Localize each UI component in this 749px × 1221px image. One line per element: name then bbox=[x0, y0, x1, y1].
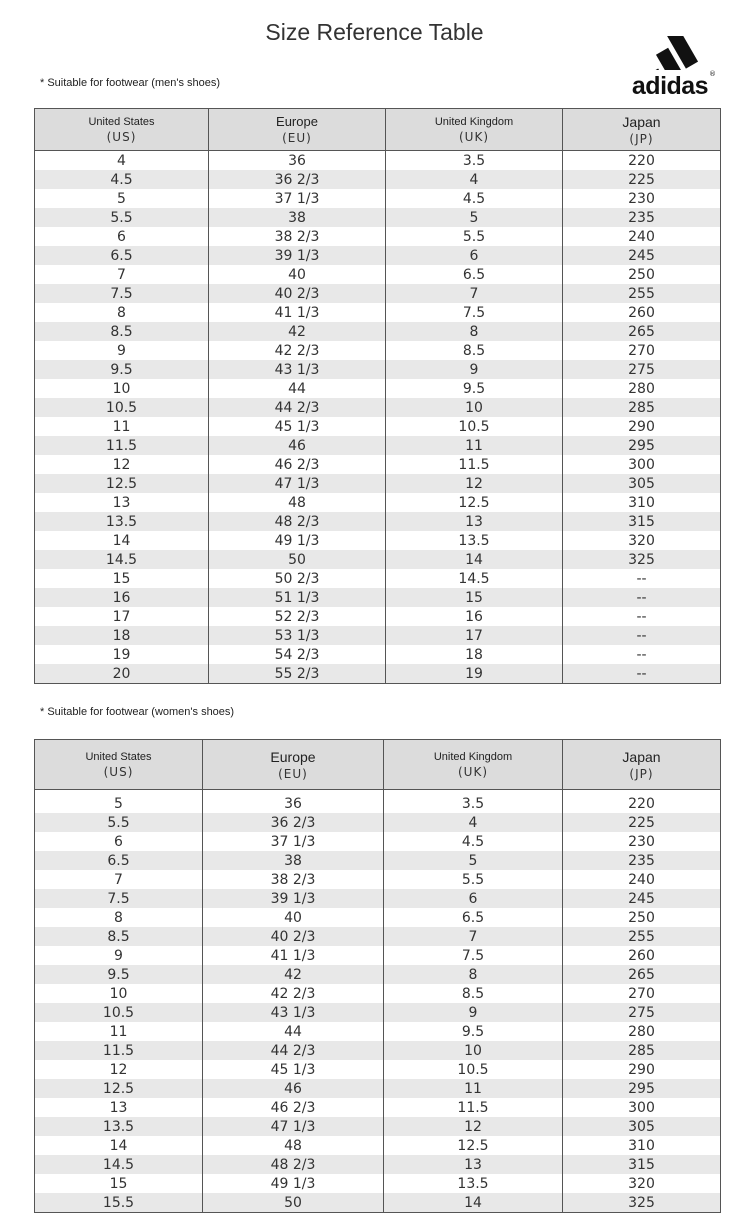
cell-jp: 300 bbox=[563, 455, 721, 474]
cell-uk: 14.5 bbox=[386, 569, 563, 588]
table-row bbox=[35, 360, 721, 379]
cell-us: 6.5 bbox=[35, 851, 203, 870]
table-row bbox=[35, 984, 721, 1003]
cell-jp: 265 bbox=[563, 322, 721, 341]
column-name: Europe bbox=[270, 748, 316, 765]
column-code: (EU) bbox=[282, 131, 312, 145]
cell-jp: 250 bbox=[563, 908, 721, 927]
cell-eu: 38 bbox=[203, 851, 384, 870]
cell-us: 10.5 bbox=[35, 398, 209, 417]
cell-jp: 290 bbox=[563, 417, 721, 436]
cell-eu: 50 bbox=[209, 550, 386, 569]
cell-uk: 14 bbox=[384, 1193, 563, 1213]
adidas-logo bbox=[622, 36, 718, 100]
column-code: (US) bbox=[103, 764, 134, 779]
cell-jp: 260 bbox=[563, 303, 721, 322]
cell-jp: -- bbox=[563, 626, 721, 645]
cell-eu: 48 2/3 bbox=[209, 512, 386, 531]
cell-us: 12 bbox=[35, 1060, 203, 1079]
table-row bbox=[35, 1174, 721, 1193]
cell-jp: 260 bbox=[563, 946, 721, 965]
cell-uk: 4 bbox=[386, 170, 563, 189]
cell-jp: 250 bbox=[563, 265, 721, 284]
cell-us: 10 bbox=[35, 379, 209, 398]
cell-us: 14.5 bbox=[35, 550, 209, 569]
men-size-table bbox=[34, 108, 721, 684]
cell-us: 5.5 bbox=[35, 208, 209, 227]
table-row bbox=[35, 1098, 721, 1117]
cell-jp: 265 bbox=[563, 965, 721, 984]
cell-eu: 40 2/3 bbox=[203, 927, 384, 946]
table-row bbox=[35, 303, 721, 322]
cell-jp: -- bbox=[563, 645, 721, 664]
table-row bbox=[35, 1022, 721, 1041]
cell-uk: 6.5 bbox=[384, 908, 563, 927]
cell-eu: 50 2/3 bbox=[209, 569, 386, 588]
table-row bbox=[35, 645, 721, 664]
table-row bbox=[35, 1136, 721, 1155]
cell-eu: 43 1/3 bbox=[203, 1003, 384, 1022]
table-row bbox=[35, 550, 721, 569]
cell-eu: 36 2/3 bbox=[203, 813, 384, 832]
cell-uk: 5 bbox=[386, 208, 563, 227]
cell-eu: 45 1/3 bbox=[209, 417, 386, 436]
cell-jp: 270 bbox=[563, 341, 721, 360]
table-row bbox=[35, 322, 721, 341]
table-row bbox=[35, 455, 721, 474]
cell-eu: 46 2/3 bbox=[209, 455, 386, 474]
cell-eu: 46 bbox=[203, 1079, 384, 1098]
table-row bbox=[35, 1003, 721, 1022]
cell-uk: 5.5 bbox=[386, 227, 563, 246]
cell-eu: 37 1/3 bbox=[209, 189, 386, 208]
table-row bbox=[35, 265, 721, 284]
cell-us: 11.5 bbox=[35, 436, 209, 455]
cell-uk: 9.5 bbox=[386, 379, 563, 398]
cell-uk: 12.5 bbox=[386, 493, 563, 512]
cell-eu: 49 1/3 bbox=[209, 531, 386, 550]
cell-eu: 40 bbox=[203, 908, 384, 927]
cell-jp: 270 bbox=[563, 984, 721, 1003]
cell-uk: 6 bbox=[384, 889, 563, 908]
column-header-uk bbox=[384, 740, 563, 790]
cell-us: 4 bbox=[35, 151, 209, 171]
table-row bbox=[35, 474, 721, 493]
table-row bbox=[35, 927, 721, 946]
cell-uk: 12 bbox=[384, 1117, 563, 1136]
cell-us: 19 bbox=[35, 645, 209, 664]
table-row bbox=[35, 832, 721, 851]
cell-us: 7 bbox=[35, 870, 203, 889]
cell-us: 12.5 bbox=[35, 1079, 203, 1098]
cell-eu: 39 1/3 bbox=[203, 889, 384, 908]
cell-us: 20 bbox=[35, 664, 209, 684]
cell-eu: 42 bbox=[203, 965, 384, 984]
cell-uk: 6 bbox=[386, 246, 563, 265]
page-title: Size Reference Table bbox=[265, 19, 484, 45]
cell-eu: 46 bbox=[209, 436, 386, 455]
cell-eu: 38 2/3 bbox=[209, 227, 386, 246]
cell-us: 8 bbox=[35, 303, 209, 322]
cell-us: 7.5 bbox=[35, 284, 209, 303]
cell-uk: 9 bbox=[384, 1003, 563, 1022]
cell-jp: 255 bbox=[563, 927, 721, 946]
table-row bbox=[35, 1155, 721, 1174]
cell-eu: 55 2/3 bbox=[209, 664, 386, 684]
table-row bbox=[35, 626, 721, 645]
cell-us: 13.5 bbox=[35, 512, 209, 531]
cell-uk: 10.5 bbox=[386, 417, 563, 436]
column-code: (JP) bbox=[629, 131, 654, 146]
cell-jp: 305 bbox=[563, 1117, 721, 1136]
column-code: (EU) bbox=[278, 766, 308, 781]
cell-us: 17 bbox=[35, 607, 209, 626]
cell-us: 9 bbox=[35, 341, 209, 360]
cell-us: 15.5 bbox=[35, 1193, 203, 1213]
table-row bbox=[35, 398, 721, 417]
cell-eu: 39 1/3 bbox=[209, 246, 386, 265]
column-name: United Kingdom bbox=[433, 750, 513, 763]
cell-us: 13 bbox=[35, 493, 209, 512]
cell-us: 12 bbox=[35, 455, 209, 474]
cell-uk: 9.5 bbox=[384, 1022, 563, 1041]
column-header-uk bbox=[386, 109, 563, 151]
cell-us: 18 bbox=[35, 626, 209, 645]
cell-us: 6 bbox=[35, 832, 203, 851]
cell-us: 4.5 bbox=[35, 170, 209, 189]
cell-us: 10.5 bbox=[35, 1003, 203, 1022]
header-row bbox=[35, 740, 721, 790]
column-header-jp bbox=[563, 109, 721, 151]
cell-eu: 52 2/3 bbox=[209, 607, 386, 626]
table-row bbox=[35, 284, 721, 303]
cell-jp: 315 bbox=[563, 1155, 721, 1174]
cell-us: 15 bbox=[35, 569, 209, 588]
cell-eu: 48 2/3 bbox=[203, 1155, 384, 1174]
cell-eu: 44 2/3 bbox=[203, 1041, 384, 1060]
table-row bbox=[35, 908, 721, 927]
cell-jp: 245 bbox=[563, 246, 721, 265]
cell-us: 5 bbox=[35, 189, 209, 208]
column-name: Europe bbox=[276, 114, 318, 129]
men-note: * Suitable for footwear (men's shoes) bbox=[40, 77, 221, 89]
cell-uk: 13.5 bbox=[386, 531, 563, 550]
column-name: United States bbox=[85, 750, 152, 763]
cell-us: 8.5 bbox=[35, 927, 203, 946]
cell-jp: 280 bbox=[563, 1022, 721, 1041]
cell-us: 5.5 bbox=[35, 813, 203, 832]
cell-uk: 7 bbox=[384, 927, 563, 946]
cell-uk: 12 bbox=[386, 474, 563, 493]
table-row bbox=[35, 246, 721, 265]
cell-uk: 3.5 bbox=[384, 790, 563, 814]
cell-uk: 4 bbox=[384, 813, 563, 832]
table-row bbox=[35, 208, 721, 227]
cell-jp: 280 bbox=[563, 379, 721, 398]
cell-jp: 235 bbox=[563, 851, 721, 870]
cell-us: 11 bbox=[35, 1022, 203, 1041]
table-row bbox=[35, 588, 721, 607]
cell-jp: 225 bbox=[563, 813, 721, 832]
cell-uk: 14 bbox=[386, 550, 563, 569]
cell-jp: -- bbox=[563, 607, 721, 626]
cell-jp: 235 bbox=[563, 208, 721, 227]
cell-uk: 12.5 bbox=[384, 1136, 563, 1155]
table-row bbox=[35, 851, 721, 870]
table-row bbox=[35, 436, 721, 455]
cell-uk: 19 bbox=[386, 664, 563, 684]
table-row bbox=[35, 870, 721, 889]
cell-jp: 300 bbox=[563, 1098, 721, 1117]
cell-eu: 48 bbox=[203, 1136, 384, 1155]
cell-uk: 13 bbox=[386, 512, 563, 531]
cell-eu: 38 bbox=[209, 208, 386, 227]
cell-uk: 3.5 bbox=[386, 151, 563, 171]
column-header-eu bbox=[209, 109, 386, 151]
cell-jp: 285 bbox=[563, 398, 721, 417]
cell-us: 14 bbox=[35, 531, 209, 550]
column-code: (US) bbox=[106, 129, 137, 144]
cell-us: 6.5 bbox=[35, 246, 209, 265]
cell-eu: 36 bbox=[209, 151, 386, 171]
cell-uk: 8 bbox=[386, 322, 563, 341]
cell-uk: 11.5 bbox=[386, 455, 563, 474]
cell-jp: 305 bbox=[563, 474, 721, 493]
cell-eu: 53 1/3 bbox=[209, 626, 386, 645]
table-row bbox=[35, 531, 721, 550]
header-row bbox=[35, 109, 721, 151]
table-row bbox=[35, 170, 721, 189]
cell-uk: 7.5 bbox=[386, 303, 563, 322]
table-row bbox=[35, 813, 721, 832]
cell-uk: 17 bbox=[386, 626, 563, 645]
table-row bbox=[35, 379, 721, 398]
cell-uk: 15 bbox=[386, 588, 563, 607]
cell-eu: 43 1/3 bbox=[209, 360, 386, 379]
cell-uk: 7 bbox=[386, 284, 563, 303]
cell-eu: 50 bbox=[203, 1193, 384, 1213]
cell-jp: -- bbox=[563, 588, 721, 607]
cell-jp: 285 bbox=[563, 1041, 721, 1060]
cell-eu: 47 1/3 bbox=[209, 474, 386, 493]
cell-us: 8.5 bbox=[35, 322, 209, 341]
cell-eu: 48 bbox=[209, 493, 386, 512]
table-row bbox=[35, 151, 721, 171]
cell-eu: 37 1/3 bbox=[203, 832, 384, 851]
column-code: (JP) bbox=[629, 766, 654, 781]
cell-uk: 8 bbox=[384, 965, 563, 984]
cell-jp: 315 bbox=[563, 512, 721, 531]
cell-eu: 40 bbox=[209, 265, 386, 284]
cell-jp: 320 bbox=[563, 1174, 721, 1193]
cell-uk: 4.5 bbox=[384, 832, 563, 851]
cell-uk: 11 bbox=[386, 436, 563, 455]
cell-eu: 41 1/3 bbox=[203, 946, 384, 965]
cell-uk: 10 bbox=[386, 398, 563, 417]
cell-jp: 220 bbox=[563, 151, 721, 171]
table-row bbox=[35, 607, 721, 626]
table-row bbox=[35, 512, 721, 531]
cell-eu: 44 bbox=[203, 1022, 384, 1041]
cell-uk: 6.5 bbox=[386, 265, 563, 284]
cell-us: 5 bbox=[35, 790, 203, 814]
cell-eu: 46 2/3 bbox=[203, 1098, 384, 1117]
cell-jp: -- bbox=[563, 569, 721, 588]
performance-stripes-icon bbox=[622, 36, 718, 76]
cell-uk: 4.5 bbox=[386, 189, 563, 208]
cell-us: 15 bbox=[35, 1174, 203, 1193]
cell-us: 9 bbox=[35, 946, 203, 965]
table-row bbox=[35, 417, 721, 436]
cell-us: 7 bbox=[35, 265, 209, 284]
cell-eu: 42 2/3 bbox=[203, 984, 384, 1003]
cell-uk: 8.5 bbox=[386, 341, 563, 360]
cell-jp: 275 bbox=[563, 1003, 721, 1022]
cell-uk: 16 bbox=[386, 607, 563, 626]
cell-jp: 295 bbox=[563, 1079, 721, 1098]
table-row bbox=[35, 189, 721, 208]
cell-eu: 49 1/3 bbox=[203, 1174, 384, 1193]
table-row bbox=[35, 946, 721, 965]
cell-eu: 44 2/3 bbox=[209, 398, 386, 417]
cell-jp: 295 bbox=[563, 436, 721, 455]
table-row bbox=[35, 1041, 721, 1060]
cell-us: 7.5 bbox=[35, 889, 203, 908]
cell-eu: 41 1/3 bbox=[209, 303, 386, 322]
cell-eu: 51 1/3 bbox=[209, 588, 386, 607]
cell-jp: 325 bbox=[563, 1193, 721, 1213]
cell-eu: 36 2/3 bbox=[209, 170, 386, 189]
cell-us: 6 bbox=[35, 227, 209, 246]
column-name: Japan bbox=[622, 113, 661, 130]
column-name: Japan bbox=[622, 748, 661, 765]
table-row bbox=[35, 1060, 721, 1079]
cell-us: 11 bbox=[35, 417, 209, 436]
cell-jp: 275 bbox=[563, 360, 721, 379]
column-name: United States bbox=[88, 115, 155, 128]
cell-eu: 44 bbox=[209, 379, 386, 398]
table-row bbox=[35, 1117, 721, 1136]
cell-jp: 245 bbox=[563, 889, 721, 908]
table-row bbox=[35, 569, 721, 588]
cell-us: 16 bbox=[35, 588, 209, 607]
table-row bbox=[35, 493, 721, 512]
cell-us: 9.5 bbox=[35, 360, 209, 379]
cell-us: 14.5 bbox=[35, 1155, 203, 1174]
brand-wordmark: adidas bbox=[631, 72, 709, 100]
column-name: United Kingdom bbox=[434, 115, 514, 128]
cell-jp: 240 bbox=[563, 870, 721, 889]
cell-us: 10 bbox=[35, 984, 203, 1003]
cell-us: 12.5 bbox=[35, 474, 209, 493]
cell-eu: 54 2/3 bbox=[209, 645, 386, 664]
cell-eu: 40 2/3 bbox=[209, 284, 386, 303]
women-size-table bbox=[34, 739, 721, 1213]
table-row bbox=[35, 965, 721, 984]
cell-uk: 8.5 bbox=[384, 984, 563, 1003]
cell-us: 8 bbox=[35, 908, 203, 927]
column-header-us bbox=[35, 109, 209, 151]
column-header-jp bbox=[563, 740, 721, 790]
cell-uk: 18 bbox=[386, 645, 563, 664]
women-note: * Suitable for footwear (women's shoes) bbox=[40, 706, 235, 718]
cell-uk: 10 bbox=[384, 1041, 563, 1060]
table-row bbox=[35, 341, 721, 360]
cell-uk: 11 bbox=[384, 1079, 563, 1098]
cell-us: 13.5 bbox=[35, 1117, 203, 1136]
cell-jp: 230 bbox=[563, 832, 721, 851]
column-header-eu bbox=[203, 740, 384, 790]
column-code: (UK) bbox=[457, 764, 488, 779]
table-row bbox=[35, 1079, 721, 1098]
cell-uk: 13.5 bbox=[384, 1174, 563, 1193]
cell-uk: 7.5 bbox=[384, 946, 563, 965]
table-row bbox=[35, 1193, 721, 1213]
cell-jp: 230 bbox=[563, 189, 721, 208]
cell-eu: 38 2/3 bbox=[203, 870, 384, 889]
cell-us: 13 bbox=[35, 1098, 203, 1117]
cell-uk: 11.5 bbox=[384, 1098, 563, 1117]
table-row bbox=[35, 227, 721, 246]
table-row bbox=[35, 889, 721, 908]
cell-uk: 9 bbox=[386, 360, 563, 379]
cell-uk: 5 bbox=[384, 851, 563, 870]
cell-jp: 325 bbox=[563, 550, 721, 569]
table-row bbox=[35, 664, 721, 684]
cell-jp: 225 bbox=[563, 170, 721, 189]
cell-eu: 36 bbox=[203, 790, 384, 814]
cell-uk: 10.5 bbox=[384, 1060, 563, 1079]
cell-eu: 42 bbox=[209, 322, 386, 341]
cell-us: 11.5 bbox=[35, 1041, 203, 1060]
cell-jp: 320 bbox=[563, 531, 721, 550]
cell-eu: 47 1/3 bbox=[203, 1117, 384, 1136]
cell-eu: 42 2/3 bbox=[209, 341, 386, 360]
column-code: (UK) bbox=[458, 129, 489, 144]
registered-mark-icon: ® bbox=[709, 70, 716, 78]
cell-jp: 290 bbox=[563, 1060, 721, 1079]
cell-eu: 45 1/3 bbox=[203, 1060, 384, 1079]
cell-us: 14 bbox=[35, 1136, 203, 1155]
cell-us: 9.5 bbox=[35, 965, 203, 984]
cell-jp: 240 bbox=[563, 227, 721, 246]
cell-uk: 13 bbox=[384, 1155, 563, 1174]
cell-jp: 310 bbox=[563, 493, 721, 512]
cell-uk: 5.5 bbox=[384, 870, 563, 889]
table-row bbox=[35, 790, 721, 814]
cell-jp: 255 bbox=[563, 284, 721, 303]
cell-jp: 220 bbox=[563, 790, 721, 814]
cell-jp: -- bbox=[563, 664, 721, 684]
column-header-us bbox=[35, 740, 203, 790]
cell-jp: 310 bbox=[563, 1136, 721, 1155]
